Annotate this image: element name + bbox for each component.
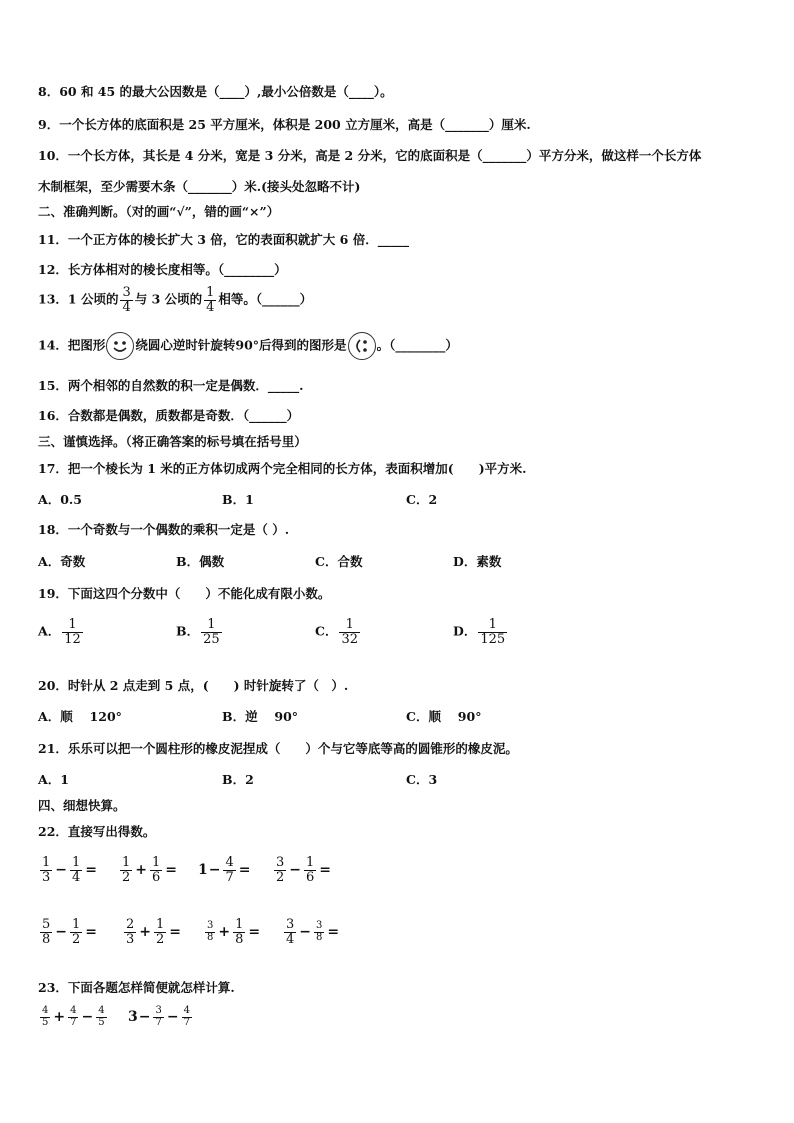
q17-option-c: C．2 xyxy=(406,492,438,507)
fraction xyxy=(153,1006,163,1028)
section-3-heading: 三、谨慎选择。（将正确答案的标号填在括号里） xyxy=(38,434,307,449)
denominator: 7 xyxy=(155,1016,162,1028)
denominator: 4 xyxy=(286,931,295,947)
fraction xyxy=(284,918,296,946)
q19-option-a xyxy=(38,618,85,646)
q20-option-b: B．逆 90° xyxy=(222,709,299,724)
question-8: 8．60 和 45 的最大公因数是（____）,最小公倍数是（____）。 xyxy=(38,84,393,99)
calc-item xyxy=(122,918,182,946)
denominator: 2 xyxy=(276,869,285,885)
option-label: C． xyxy=(315,623,338,639)
fraction xyxy=(40,918,52,946)
denominator: 5 xyxy=(42,1016,49,1028)
section-2-heading: 二、准确判断。（对的画“√”，错的画“×”） xyxy=(38,204,280,219)
section-4-heading: 四、细想快算。 xyxy=(38,798,126,813)
q19-option-d xyxy=(453,618,509,646)
denominator: 8 xyxy=(316,931,323,943)
equals-sign: = xyxy=(169,924,182,941)
q23-expression-1 xyxy=(38,1006,109,1028)
q21-option-c: C．3 xyxy=(406,772,438,787)
fraction xyxy=(70,918,82,946)
fraction xyxy=(120,856,132,884)
question-20: 20．时针从 2 点走到 5 点，( ) 时针旋转了（ ）. xyxy=(38,678,349,693)
question-12: 12．长方体相对的棱长度相等。（________） xyxy=(38,262,287,277)
numerator: 1 xyxy=(345,617,354,632)
question-22: 22．直接写出得数。 xyxy=(38,824,156,839)
option-label: A． xyxy=(38,623,61,639)
q19-option-c xyxy=(315,618,362,646)
q19-option-b xyxy=(176,618,224,646)
equals-sign: = xyxy=(165,862,178,879)
denominator: 125 xyxy=(480,631,506,647)
numerator: 3 xyxy=(207,920,214,932)
fraction xyxy=(204,286,216,314)
q18-option-c: C．合数 xyxy=(315,554,363,569)
fraction xyxy=(124,918,136,946)
numerator: 1 xyxy=(156,917,165,932)
question-13 xyxy=(38,286,312,314)
denominator: 8 xyxy=(42,931,51,947)
calc-item xyxy=(203,918,261,946)
fraction xyxy=(96,1006,106,1028)
question-15: 15．两个相邻的自然数的积一定是偶数．_____. xyxy=(38,378,304,393)
fraction xyxy=(120,286,132,314)
denominator: 8 xyxy=(207,931,214,943)
q18-option-b: B．偶数 xyxy=(176,554,225,569)
numerator: 4 xyxy=(98,1005,105,1016)
denominator: 4 xyxy=(72,869,81,885)
operator: + xyxy=(218,924,231,941)
denominator: 25 xyxy=(203,631,220,647)
numerator: 4 xyxy=(225,855,234,870)
calc-item xyxy=(282,918,340,946)
numerator: 1 xyxy=(42,855,51,870)
question-10-line2: 木制框架，至少需要木条（_______）米.(接头处忽略不计) xyxy=(38,179,361,194)
fraction xyxy=(233,918,245,946)
operator: + xyxy=(135,862,148,879)
q21-option-a: A．1 xyxy=(38,772,69,787)
q17-option-a: A．0.5 xyxy=(38,492,82,507)
q18-option-d: D．素数 xyxy=(453,554,502,569)
q20-option-c: C．顺 90° xyxy=(406,709,482,724)
operator: − xyxy=(81,1009,94,1025)
numerator: 3 xyxy=(155,1005,162,1016)
fraction xyxy=(62,618,83,646)
denominator: 7 xyxy=(183,1016,190,1028)
fraction xyxy=(40,1006,50,1028)
numerator: 1 xyxy=(488,617,497,632)
numerator: 2 xyxy=(126,917,135,932)
numerator: 4 xyxy=(70,1005,77,1016)
calc-item xyxy=(38,918,98,946)
fraction xyxy=(68,1006,78,1028)
question-11: 11．一个正方体的棱长扩大 3 倍，它的表面积就扩大 6 倍．_____ xyxy=(38,232,409,247)
fraction xyxy=(70,856,82,884)
q13-text-b: 与 3 公顷的 xyxy=(134,291,203,307)
question-23: 23．下面各题怎样简便就怎样计算. xyxy=(38,980,235,995)
denominator: 4 xyxy=(206,299,215,315)
fraction xyxy=(339,618,360,646)
numerator: 3 xyxy=(316,920,323,932)
numerator: 1 xyxy=(206,285,215,300)
operator: − xyxy=(138,1009,151,1025)
question-17: 17．把一个棱长为 1 米的正方体切成两个完全相同的长方体，表面积增加( )平方米. xyxy=(38,461,527,476)
equals-sign: = xyxy=(327,924,340,941)
denominator: 4 xyxy=(122,299,131,315)
denominator: 7 xyxy=(70,1016,77,1028)
numerator: 1 xyxy=(306,855,315,870)
q13-text-c: 相等。（______） xyxy=(218,291,313,307)
q17-option-b: B．1 xyxy=(222,492,254,507)
question-14 xyxy=(38,332,458,360)
numerator: 4 xyxy=(42,1005,49,1016)
fraction xyxy=(201,618,222,646)
operator: − xyxy=(55,862,68,879)
operator: − xyxy=(208,862,221,879)
rotated-smiley-face-icon xyxy=(348,332,376,360)
question-9: 9．一个长方体的底面积是 25 平方厘米，体积是 200 立方厘米，高是（_______）厘米. xyxy=(38,117,531,132)
option-label: D． xyxy=(453,623,477,639)
option-label: B． xyxy=(176,623,200,639)
numerator: 3 xyxy=(286,917,295,932)
equals-sign: = xyxy=(85,924,98,941)
numerator: 1 xyxy=(235,917,244,932)
denominator: 3 xyxy=(126,931,135,947)
numerator: 1 xyxy=(72,917,81,932)
fraction xyxy=(205,921,215,943)
numerator: 1 xyxy=(207,617,216,632)
question-10-line1: 10．一个长方体，其长是 4 分米，宽是 3 分米，高是 2 分米，它的底面积是（_______）平方分米，做这样一个长方体 xyxy=(38,148,702,163)
fraction xyxy=(182,1006,192,1028)
q13-text-a: 13．1 公顷的 xyxy=(38,291,119,307)
fraction xyxy=(274,856,286,884)
operator: − xyxy=(166,1009,179,1025)
equals-sign: = xyxy=(248,924,261,941)
numerator: 1 xyxy=(72,855,81,870)
q14-text-a: 14．把图形 xyxy=(38,337,106,353)
q23-expression-2 xyxy=(128,1006,194,1028)
q14-text-b: 绕圆心逆时针旋转90°后得到的图形是 xyxy=(135,337,347,353)
numerator: 3 xyxy=(122,285,131,300)
operator: − xyxy=(55,924,68,941)
question-21: 21．乐乐可以把一个圆柱形的橡皮泥捏成（ ）个与它等底等高的圆锥形的橡皮泥。 xyxy=(38,741,518,756)
numerator: 1 xyxy=(122,855,131,870)
operator: + xyxy=(139,924,152,941)
operator: − xyxy=(289,862,302,879)
denominator: 7 xyxy=(225,869,234,885)
denominator: 32 xyxy=(341,631,358,647)
denominator: 3 xyxy=(42,869,51,885)
denominator: 12 xyxy=(64,631,81,647)
calc-item xyxy=(118,856,178,884)
fraction xyxy=(150,856,162,884)
question-16: 16．合数都是偶数，质数都是奇数．（______） xyxy=(38,408,300,423)
numerator: 1 xyxy=(68,617,77,632)
denominator: 6 xyxy=(152,869,161,885)
fraction xyxy=(223,856,235,884)
question-19: 19．下面这四个分数中（ ）不能化成有限小数。 xyxy=(38,586,331,601)
q18-option-a: A．奇数 xyxy=(38,554,86,569)
denominator: 6 xyxy=(306,869,315,885)
operator: − xyxy=(299,924,312,941)
question-18: 18．一个奇数与一个偶数的乘积一定是（ ）. xyxy=(38,522,290,537)
equals-sign: = xyxy=(319,862,332,879)
fraction xyxy=(40,856,52,884)
q14-text-c: 。（________） xyxy=(376,337,458,353)
denominator: 8 xyxy=(235,931,244,947)
denominator: 2 xyxy=(72,931,81,947)
smiley-face-icon xyxy=(106,332,134,360)
fraction xyxy=(304,856,316,884)
numerator: 1 xyxy=(152,855,161,870)
numerator: 3 xyxy=(276,855,285,870)
fraction xyxy=(154,918,166,946)
numerator: 4 xyxy=(183,1005,190,1016)
q21-option-b: B．2 xyxy=(222,772,254,787)
fraction xyxy=(478,618,507,646)
calc-item xyxy=(198,856,252,884)
operator: + xyxy=(53,1009,66,1025)
equals-sign: = xyxy=(85,862,98,879)
whole-number: 1 xyxy=(198,862,208,879)
numerator: 5 xyxy=(42,917,51,932)
calc-item xyxy=(38,856,98,884)
denominator: 2 xyxy=(122,869,131,885)
fraction xyxy=(314,921,324,943)
q20-option-a: A．顺 120° xyxy=(38,709,122,724)
denominator: 2 xyxy=(156,931,165,947)
equals-sign: = xyxy=(238,862,251,879)
calc-item xyxy=(272,856,332,884)
whole-number: 3 xyxy=(128,1009,138,1025)
denominator: 5 xyxy=(98,1016,105,1028)
